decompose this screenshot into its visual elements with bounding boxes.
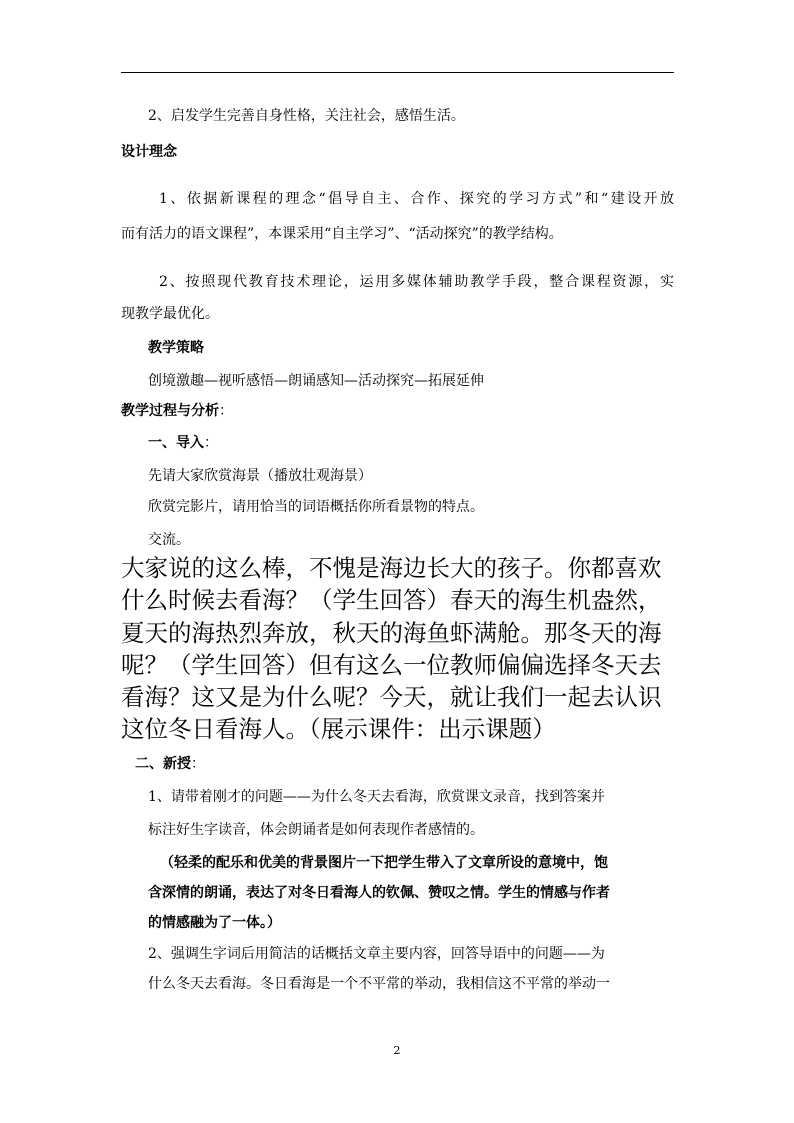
goal-line-2: 2、启发学生完善自身性格，关注社会，感悟生活。 (148, 108, 465, 124)
section-new-lesson-colon: ： (191, 756, 205, 772)
page-number: 2 (393, 1044, 401, 1057)
commentary-line-3: 的情感融为了一体。） (148, 915, 281, 931)
concept-2-line-1: 2、按照现代教育技术理论，运用多媒体辅助教学手段，整合课程资源，实 (159, 274, 674, 290)
intro-line-3: 交流。 (148, 532, 190, 548)
intro-line-2: 欣赏完影片，请用恰当的词语概括你所看景物的特点。 (148, 499, 484, 515)
strategy-text: 创境激趣—视听感悟—朗诵感知—活动探究—拓展延伸 (148, 373, 484, 389)
heading-process-text: 教学过程与分析 (121, 403, 219, 419)
concept-1-line-2: 而有活力的语文课程”，本课采用“自主学习”、“活动探究”的教学结构。 (121, 226, 563, 242)
large-text-line-5: 看海？这又是为什么呢？今天，就让我们一起去认识 (121, 683, 662, 711)
heading-process-colon: ： (219, 403, 233, 419)
new-lesson-2-line-2: 什么冬天去看海。冬日看海是一个不平常的举动，我相信这不平常的举动一 (148, 976, 610, 992)
large-text-line-3: 夏天的海热烈奔放，秋天的海鱼虾满舱。那冬天的海 (121, 619, 662, 647)
commentary-line-1: （轻柔的配乐和优美的背景图片一下把学生带入了文章所设的意境中，饱 (160, 855, 608, 871)
header-rule (121, 72, 674, 73)
commentary-line-2: 含深情的朗诵，表达了对冬日看海人的钦佩、赞叹之情。学生的情感与作者 (148, 885, 610, 901)
large-text-line-4: 呢？（学生回答）但有这么一位教师偏偏选择冬天去 (121, 651, 662, 679)
section-intro (148, 433, 218, 453)
new-lesson-2-line-1: 2、强调生字词后用简洁的话概括文章主要内容，回答导语中的问题——为 (148, 946, 605, 962)
heading-teaching-strategy: 教学策略 (148, 340, 204, 356)
new-lesson-1-line-2: 标注好生字读音，体会朗诵者是如何表现作者感情的。 (148, 822, 484, 838)
new-lesson-1-line-1: 1、请带着刚才的问题——为什么冬天去看海，欣赏课文录音，找到答案并 (148, 789, 605, 805)
concept-1-line-1: 1、依据新课程的理念“倡导自主、合作、探究的学习方式”和“建设开放 (159, 191, 674, 207)
concept-2-line-2: 现教学最优化。 (121, 306, 219, 322)
section-new-lesson (135, 754, 205, 774)
large-text-line-1: 大家说的这么棒，不愧是海边长大的孩子。你都喜欢 (121, 554, 662, 582)
section-new-lesson-text: 二、新授 (135, 756, 191, 772)
heading-process (121, 401, 233, 421)
section-intro-colon: ： (204, 435, 218, 451)
intro-line-1: 先请大家欣赏海景（播放壮观海景） (148, 468, 372, 484)
large-text-line-2: 什么时候去看海？（学生回答）春天的海生机盎然， (121, 586, 662, 614)
section-intro-text: 一、导入 (148, 435, 204, 451)
large-text-line-6: 这位冬日看海人。（展示课件：出示课题） (121, 715, 556, 743)
heading-design-concept: 设计理念 (121, 144, 177, 160)
